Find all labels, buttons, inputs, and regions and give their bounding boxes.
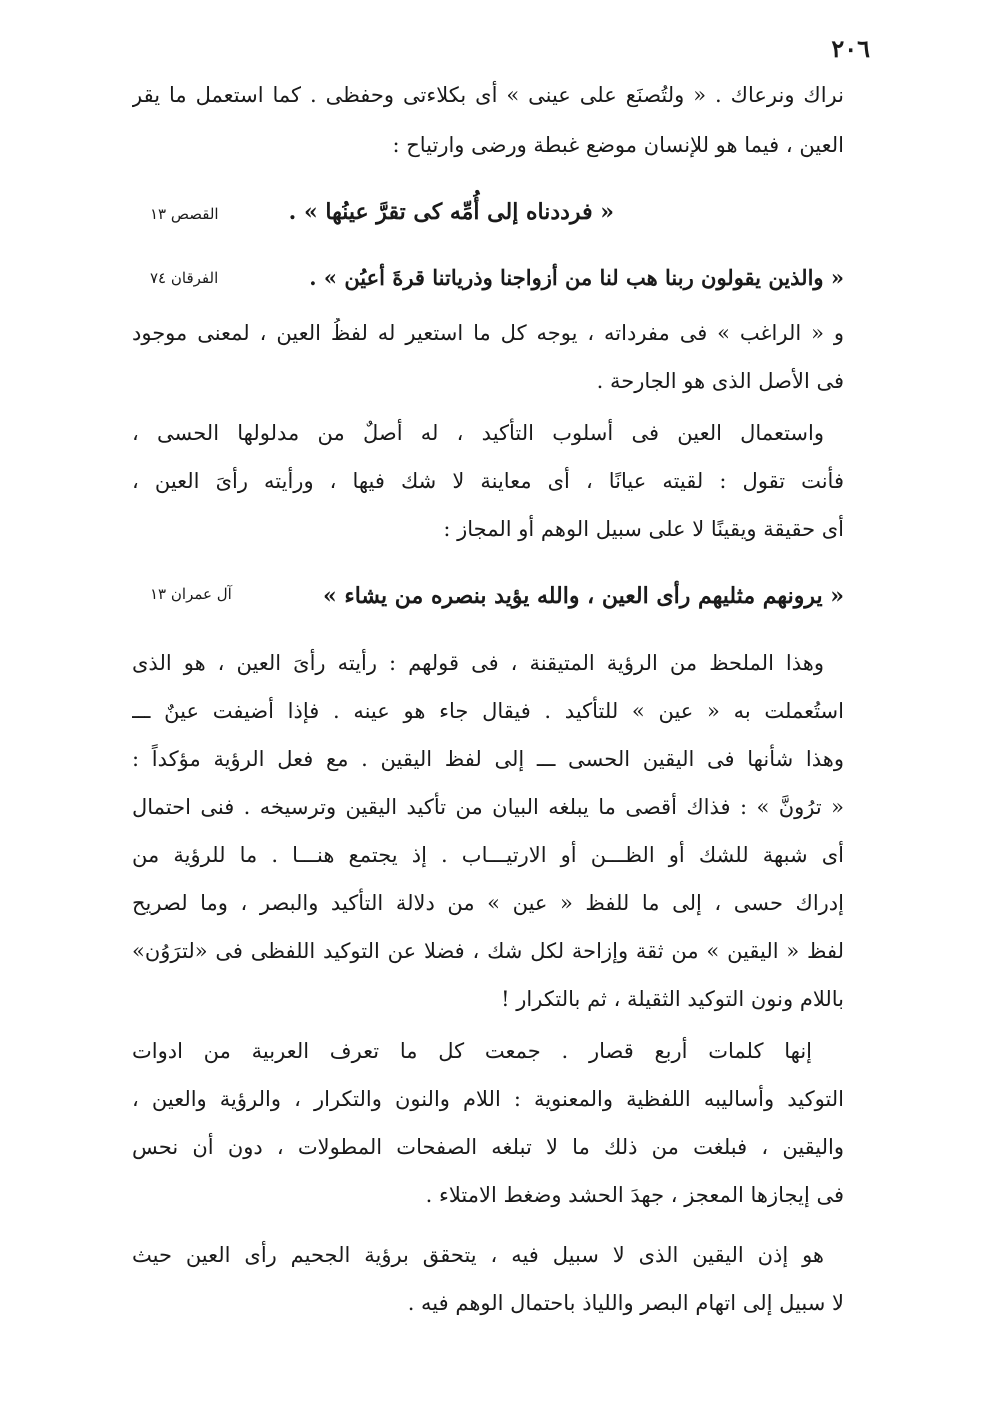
text-line: وهذا الملحظ من الرؤية المتيقنة ، فى قولهم : رأيته رأىَ العين ، هو الذى [132, 651, 824, 675]
text-line: إدراك حسى ، إلى ما للفظ « عين » من دلالة التأكيد والبصر ، وما لصريح [132, 891, 844, 915]
text-line: لا سبيل إلى اتهام البصر واللياذ باحتمال الوهم فيه . [407, 1291, 844, 1315]
text-line: « ترُونَّ » : فذاك أقصى ما يبلغه البيان من تأكيد اليقين وترسيخه . فنى احتمال [132, 795, 844, 819]
quran-quote: « يرونهم مثليهم رأى العين ، والله يؤيد بنصره من يشاء » [322, 583, 844, 609]
text-line: واليقين ، فبلغت من ذلك ما لا تبلغه الصفحات المطولات ، دون أن نحس [132, 1135, 844, 1159]
quran-reference: الفرقان ٧٤ [150, 269, 219, 287]
text-line: التوكيد وأساليبه اللفظية والمعنوية : اللام والنون والتكرار ، والرؤية والعين ، [132, 1087, 844, 1111]
text-line: إنها كلمات أربع قصار . جمعت كل ما تعرف العربية من ادوات [132, 1039, 812, 1063]
quran-reference: آل عمران ١٣ [150, 585, 232, 603]
quran-quote: « والذين يقولون ربنا هب لنا من أزواجنا وذرياتنا قرةَ أعيُن » . [309, 265, 844, 290]
text-line: أى شبهة للشك أو الظـــن أو الارتيـــاب . إذ يجتمع هنـــا . ما للرؤية من [132, 843, 844, 867]
text-line: وهذا شأنها فى اليقين الحسى ـــ إلى لفظ اليقين . مع فعل الرؤية مؤكداً : [132, 747, 844, 771]
text-line: أى حقيقة ويقينًا لا على سبيل الوهم أو المجاز : [443, 517, 844, 541]
quran-quote: « فرددناه إلى أُمِّه كى تقرَّ عينُها » . [288, 199, 614, 225]
text-line: نراك ونرعاك . « ولتُصنَع على عينى » أى بكلاءتى وحفظى . كما استعمل ما يقر [132, 83, 844, 107]
text-line: هو إذن اليقين الذى لا سبيل فيه ، يتحقق برؤية الجحيم رأى العين حيث [132, 1243, 824, 1267]
text-line: العين ، فيما هو للإنسان موضع غبطة ورضى وارتياح : [392, 133, 844, 157]
quran-reference: القصص ١٣ [150, 205, 219, 223]
text-line: فى إيجازها المعجز ، جهدَ الحشد وضغط الامتلاء . [425, 1183, 844, 1207]
text-line: فأنت تقول : لقيته عيانًا ، أى معاينة لا شك فيها ، ورأيته رأىَ العين ، [132, 469, 844, 493]
text-line: واستعمال العين فى أسلوب التأكيد ، له أصلٌ من مدلولها الحسى ، [132, 421, 824, 445]
text-line: و « الراغب » فى مفرداته ، يوجه كل ما استعير له لفظُ العين ، لمعنى موجود [132, 321, 844, 345]
text-line: استُعملت به « عين » للتأكيد . فيقال جاء هو عينه . فإذا أضيفت عينٌ ـــ [132, 699, 844, 723]
text-line: فى الأصل الذى هو الجارحة . [596, 369, 844, 393]
text-line: لفظ « اليقين » من ثقة وإزاحة لكل شك ، فضلا عن التوكيد اللفظى فى «لترَوُن» [132, 939, 844, 963]
page-number: ٢٠٦ [831, 34, 870, 63]
text-line: باللام ونون التوكيد الثقيلة ، ثم بالتكرار ! [501, 987, 844, 1011]
